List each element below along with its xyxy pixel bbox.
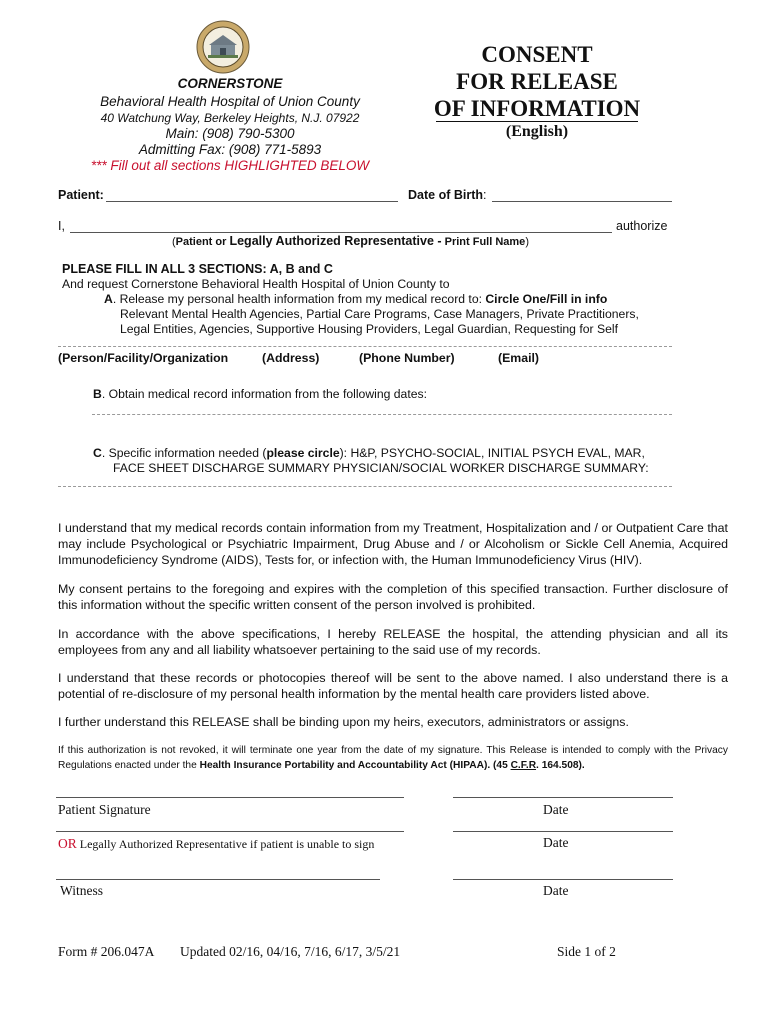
- column-address: (Address): [262, 351, 320, 365]
- page-side: Side 1 of 2: [557, 944, 616, 959]
- name-caption: [172, 234, 529, 248]
- witness-date-label: Date: [543, 883, 569, 898]
- section-c-text-2: ): H&P, PSYCHO-SOCIAL, INITIAL PSYCH EVAL, MAR,: [339, 446, 645, 460]
- section-c-emphasis: please circle: [266, 446, 340, 460]
- witness-label: Witness: [60, 883, 103, 898]
- caption-open: (: [172, 236, 176, 248]
- column-person: (Person/Facility/Organization: [58, 351, 229, 365]
- witness-date-line[interactable]: [453, 879, 673, 880]
- or-label: OR: [58, 836, 77, 851]
- authorize-suffix: authorize: [616, 219, 668, 233]
- hipaa-act: Health Insurance Portability and Accountability Act (HIPAA). (45: [199, 760, 511, 771]
- caption-close: ): [525, 236, 529, 248]
- title-underline: [436, 121, 638, 122]
- paragraph-release: In accordance with the above specifications, I hereby RELEASE the hospital, the attending physician and all its employees from any and all liability whatsoever pertaining to the said use of my records.: [58, 627, 728, 657]
- org-name: CORNERSTONE: [177, 76, 283, 91]
- caption-patient: Patient or: [175, 236, 227, 248]
- paragraph-consent: My consent pertains to the foregoing and expires with the completion of this specified transaction. Further disclosure of this information without the specific written consent of the person involved is prohibited.: [58, 582, 728, 612]
- title-line-3: OF INFORMATION: [433, 96, 641, 121]
- patient-signature-line[interactable]: [56, 797, 404, 798]
- org-address: 40 Watchung Way, Berkeley Heights, N.J. 07922: [100, 111, 360, 125]
- patient-signature-label: Patient Signature: [58, 802, 151, 817]
- section-b-letter: B: [93, 387, 102, 401]
- lar-signature-date-line[interactable]: [453, 831, 673, 832]
- section-a-emphasis: Circle One/Fill in info: [485, 292, 608, 306]
- patient-signature-date-label: Date: [543, 802, 569, 817]
- paragraph-records: I understand that my medical records contain information from my Treatment, Hospitalization and / or Outpatient Care that may include Psychological or Psychiatric Impairment, Drug Abuse and / or Alcoholism or Sickle Cell Anemia, Acquired Immunodeficiency Syndrome (AIDS), Tests for, or infection with, the Human Immunodeficiency Virus (HIV).: [58, 521, 728, 567]
- dob-label-wrap: [408, 188, 486, 202]
- dob-label: Date of Birth: [408, 188, 483, 202]
- section-a-line: [104, 292, 607, 306]
- section-c-line: [93, 446, 645, 460]
- updated-dates: Updated 02/16, 04/16, 7/16, 6/17, 3/5/21: [180, 944, 401, 959]
- caption-print: Print Full Name: [444, 236, 526, 248]
- patient-signature-date-line[interactable]: [453, 797, 673, 798]
- org-subtitle: Behavioral Health Hospital of Union County: [100, 94, 360, 109]
- hipaa-text: If this authorization is not revoked, it will terminate one year from the date of my signature. This Release is intended to comply with the Privacy Regulations enacted under the: [58, 745, 728, 771]
- lar-text: Legally Authorized Representative if patient is unable to sign: [79, 837, 375, 851]
- dob-field[interactable]: [492, 201, 672, 202]
- hipaa-section: . 164.508).: [536, 760, 585, 771]
- section-a-letter: A: [104, 292, 113, 306]
- recipient-field-line[interactable]: [58, 346, 672, 347]
- main-phone: Main: (908) 790-5300: [165, 126, 295, 141]
- authorize-prefix: I,: [58, 219, 65, 233]
- section-b-line: [93, 387, 427, 401]
- section-c-letter: C: [93, 446, 102, 460]
- request-line: And request Cornerstone Behavioral Health Hospital of Union County to: [62, 277, 450, 291]
- hipaa-cfr: C.F.R: [510, 760, 537, 771]
- paragraph-redisclosure: I understand that these records or photocopies thereof will be sent to the above named. I also understand there is a potential of re-disclosure of my personal health information by the mental health care providers listed above.: [58, 671, 728, 701]
- section-a-text: . Release my personal health information from my medical record to:: [112, 292, 482, 306]
- section-a-options-1[interactable]: Relevant Mental Health Agencies, Partial Care Programs, Case Managers, Private Practitioners,: [120, 307, 639, 321]
- patient-label: Patient:: [58, 188, 104, 202]
- form-number: Form # 206.047A: [58, 944, 155, 959]
- lar-signature-label: [58, 836, 374, 852]
- dates-field-line[interactable]: [92, 414, 672, 415]
- column-phone: (Phone Number): [359, 351, 455, 365]
- cornerstone-seal-logo: [196, 20, 250, 74]
- paragraph-binding: I further understand this RELEASE shall be binding upon my heirs, executors, administrators or assigns.: [58, 715, 629, 729]
- patient-name-field[interactable]: [106, 201, 398, 202]
- lar-signature-line[interactable]: [56, 831, 404, 832]
- caption-lar: Legally Authorized Representative -: [229, 234, 442, 248]
- sections-heading: PLEASE FILL IN ALL 3 SECTIONS: A, B and C: [62, 262, 333, 276]
- full-name-field[interactable]: [70, 232, 612, 233]
- title-line-1: CONSENT: [481, 42, 593, 67]
- paragraph-hipaa: [58, 743, 728, 773]
- dob-colon: :: [483, 188, 487, 202]
- lar-signature-date-label: Date: [543, 835, 569, 850]
- witness-signature-line[interactable]: [56, 879, 380, 880]
- section-b-text: . Obtain medical record information from the following dates:: [101, 387, 427, 401]
- language-label: (English): [505, 123, 569, 140]
- column-email: (Email): [498, 351, 539, 365]
- section-c-line-2[interactable]: FACE SHEET DISCHARGE SUMMARY PHYSICIAN/SOCIAL WORKER DISCHARGE SUMMARY:: [113, 461, 649, 475]
- section-a-options-2[interactable]: Legal Entities, Agencies, Supportive Housing Providers, Legal Guardian, Requesting for Self: [120, 322, 618, 336]
- info-field-line[interactable]: [58, 486, 672, 487]
- title-line-2: FOR RELEASE: [456, 69, 618, 94]
- section-c-text: . Specific information needed (: [101, 446, 267, 460]
- highlight-note: *** Fill out all sections HIGHLIGHTED BELOW: [90, 158, 370, 173]
- admitting-fax: Admitting Fax: (908) 771-5893: [138, 142, 322, 157]
